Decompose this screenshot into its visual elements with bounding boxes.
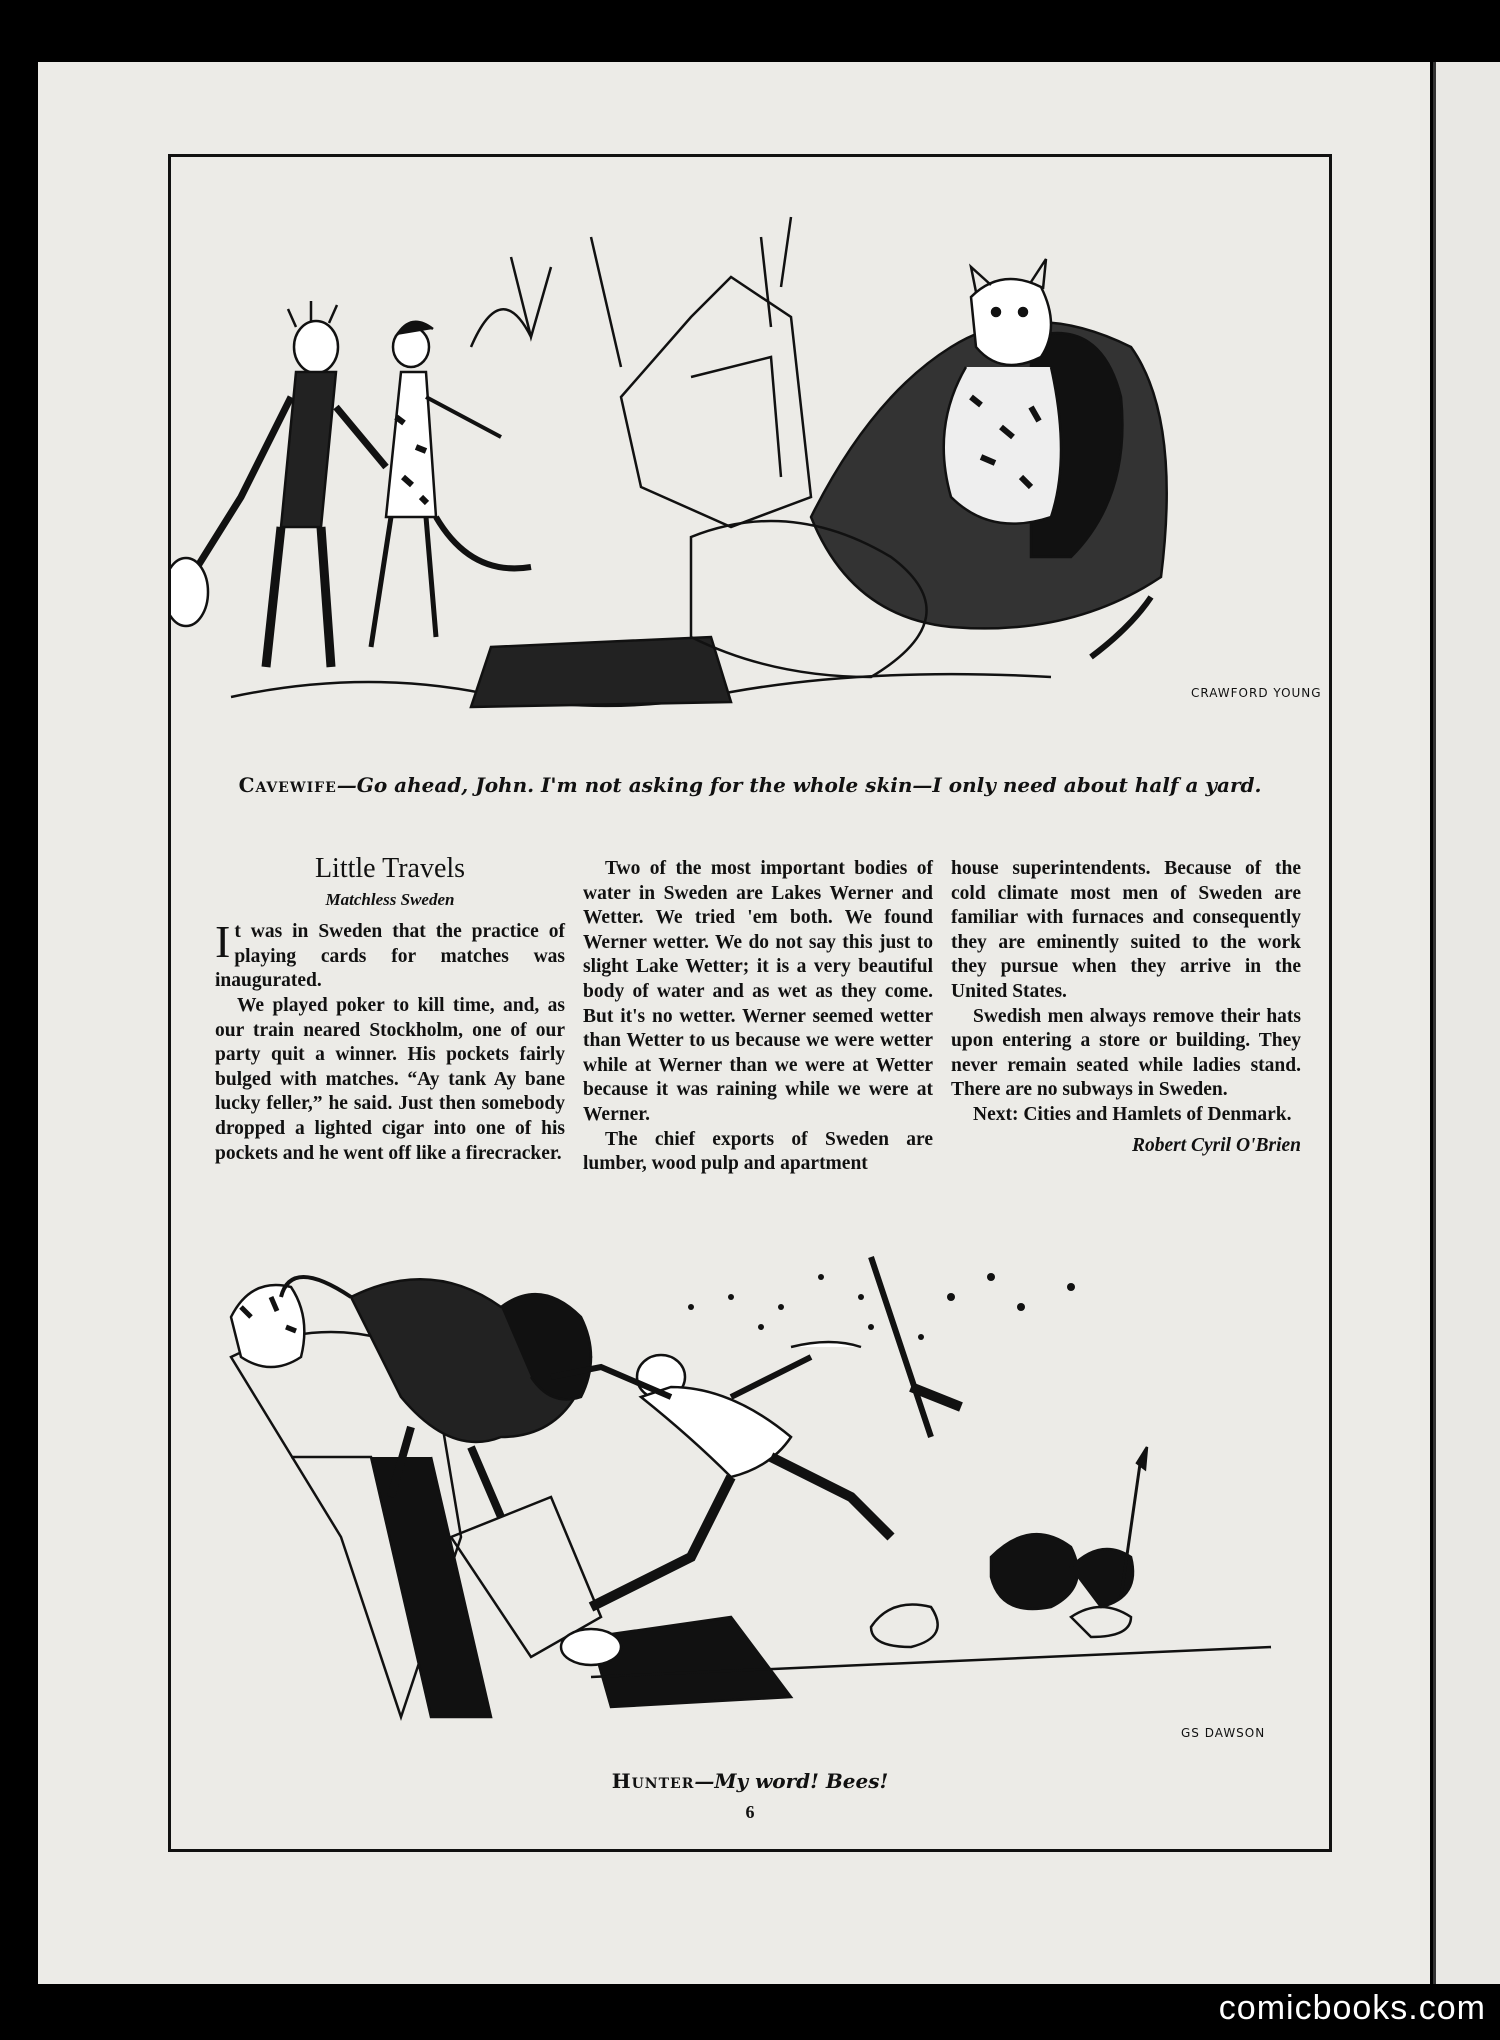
article-paragraph: The chief exports of Sweden are lumber, wood pulp and apartment: [583, 1128, 933, 1175]
page-frame: [168, 154, 1332, 1852]
caption-speaker: Cavewife: [238, 773, 337, 797]
hunter-illustration: [171, 1237, 1329, 1757]
article-paragraph: Swedish men always remove their hats upon entering a store or building. They never remain seated while ladies stand. There are no subways in Sweden.: [951, 1005, 1301, 1101]
caption-speaker: Hunter: [611, 1769, 695, 1793]
article-paragraph: house superintendents. Because of the cold climate most men of Sweden are familiar with furnaces and consequently they are eminently suited to the work they pursue when they arrive in the United States.: [951, 858, 1301, 1002]
article-byline: Robert Cyril O'Brien: [1131, 1134, 1301, 1156]
article-column-3: [951, 857, 1301, 1158]
article-title: Little Travels: [314, 853, 466, 884]
drop-cap: I: [215, 916, 231, 968]
article-subtitle: Matchless Sweden: [325, 889, 455, 909]
article-column-1: [215, 853, 565, 1166]
cartoon-cavewife: [171, 197, 1329, 757]
signature-dawson: GS DAWSON: [1181, 1726, 1266, 1740]
cavewife-caption: [171, 773, 1329, 797]
caption-line: —Go ahead, John. I'm not asking for the whole skin—I only need about half a yard.: [336, 773, 1262, 797]
page-number: 6: [745, 1802, 755, 1822]
article-column-2: [583, 857, 933, 1177]
article-paragraph: Next: Cities and Hamlets of Denmark.: [973, 1103, 1292, 1125]
article-little-travels: [215, 853, 1305, 1197]
signature-crawford-young: CRAWFORD YOUNG: [1191, 686, 1322, 700]
facing-page-edge: [1433, 62, 1500, 1984]
article-paragraph: It was in Sweden that the practice of playing cards for matches was inaugurated.: [215, 916, 565, 992]
watermark: comicbooks.com: [1218, 1989, 1486, 2027]
cavewife-illustration: [171, 197, 1329, 757]
article-paragraph: We played poker to kill time, and, as our train neared Stockholm, one of our party quit a winner. His pockets fairly bulged with matches. “Ay tank Ay bane lucky feller,” he said. Just then somebody dropped a lighted cigar into one of his pockets and he went off like a firecracker.: [215, 994, 565, 1164]
cartoon-hunter: [171, 1237, 1329, 1757]
hunter-caption: [171, 1769, 1329, 1793]
caption-line: —My word! Bees!: [694, 1769, 889, 1793]
article-paragraph: Two of the most important bodies of water in Sweden are Lakes Werner and Wetter. We tried 'em both. We found Werner wetter. We do not say this just to slight Lake Wetter; it is a very beautiful body of water and as wet as they come. But it's no wetter. Werner seemed wetter than Wetter to us because we were wetter while at Werner than we were at Wetter because it was raining while we were at Werner.: [583, 858, 933, 1125]
